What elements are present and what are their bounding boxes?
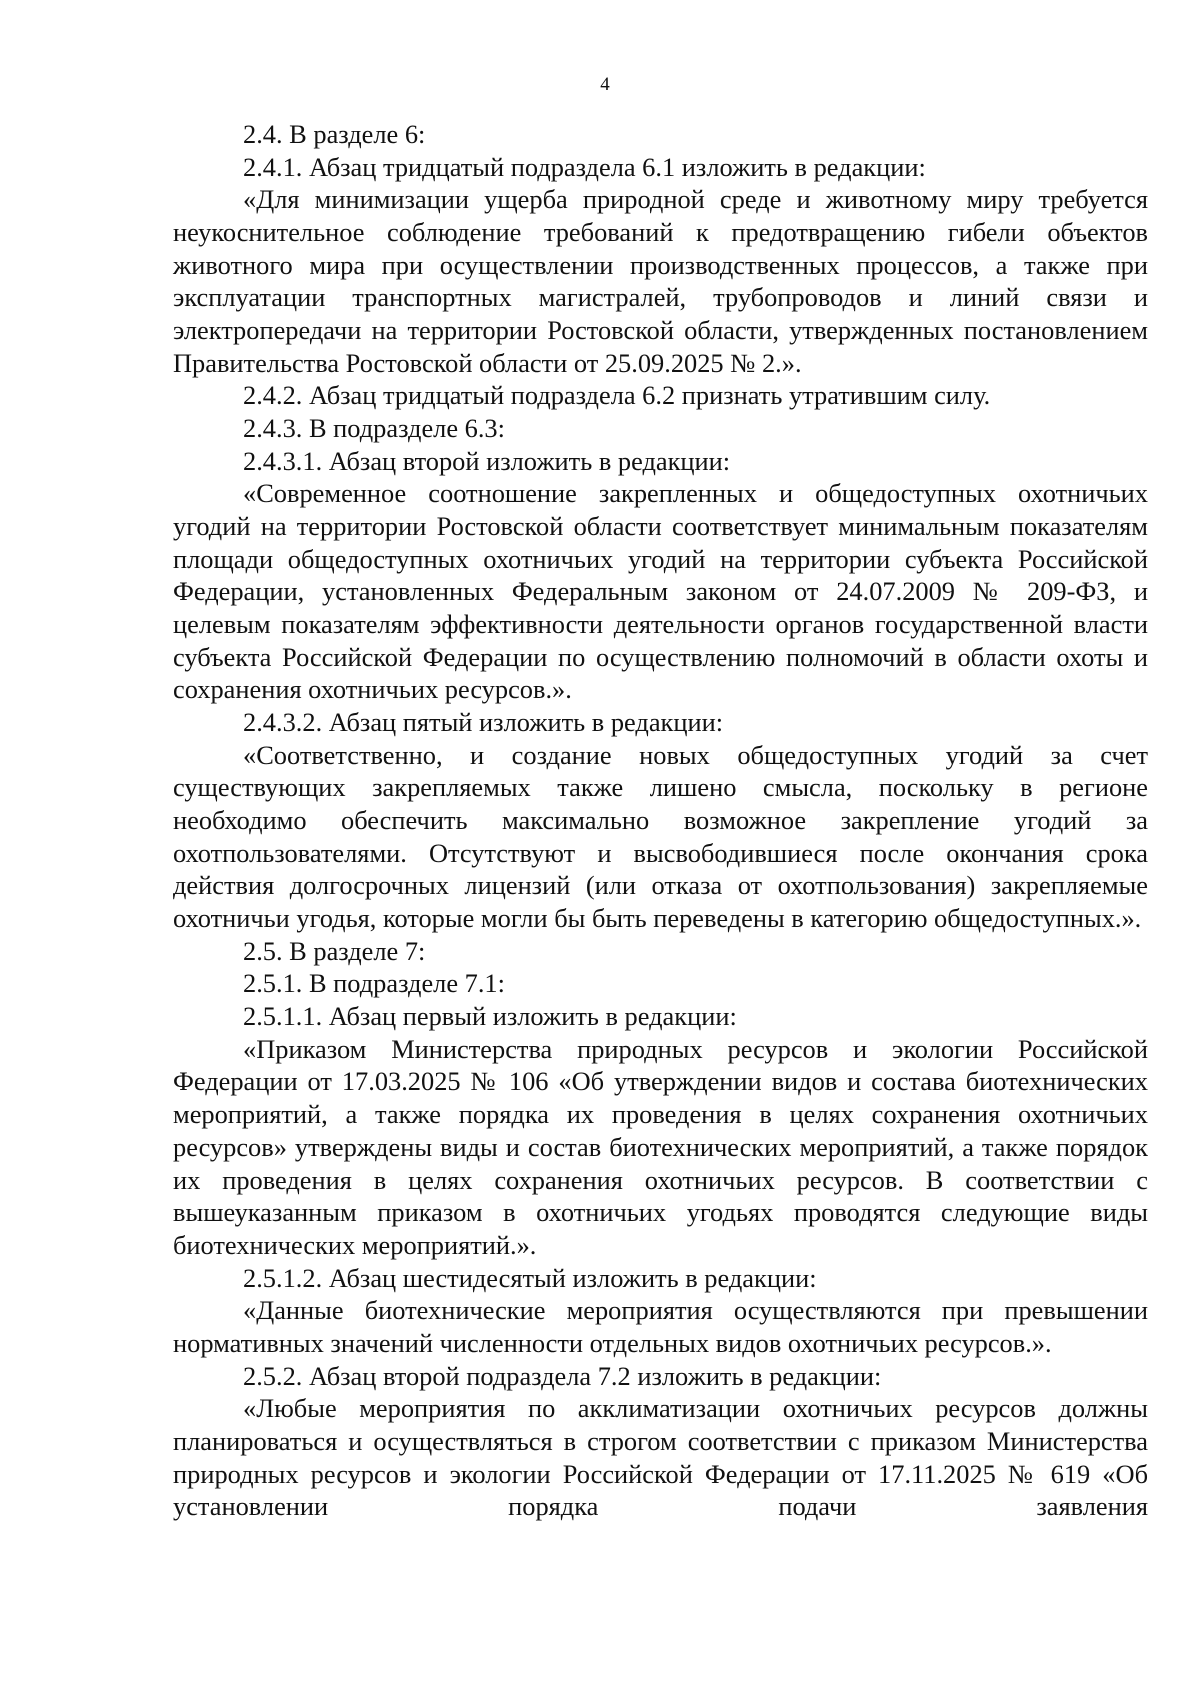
- paragraph-2-4-1: 2.4.1. Абзац тридцатый подраздела 6.1 изложить в редакции:: [243, 151, 926, 182]
- quote-paragraph-6-1: «Для минимизации ущерба природной среде и животному миру требуется неукоснительное соблюдение требований к предотвращению гибели объектов животного мира при осуществлении производственных процессов, а также при эксплуатации транспортных магистралей, трубопроводов и линий связи и электропередачи на территории Ростовской области, утвержденных постановлением Правительства Ростовской области от 25.09.2025 № 2.».: [173, 184, 1148, 378]
- quote-paragraph-6-3-second: «Современное соотношение закрепленных и общедоступных охотничьих угодий на территории Ростовской области соответствует минимальным показателям площади общедоступных охотничьих угодий на территории субъекта Российской Федерации, установленных Федеральным законом от 24.07.2009 № 209-ФЗ, и целевым показателям эффективности деятельности органов государственной власти субъекта Российской Федерации по осуществлению полномочий в области охоты и сохранения охотничьих ресурсов.».: [173, 478, 1148, 705]
- quote-paragraph-6-3-fifth: «Соответственно, и создание новых общедоступных угодий за счет существующих закрепляемых также лишено смысла, поскольку в регионе необходимо обеспечить максимально возможное закрепление угодий за охотпользователями. Отсутствуют и высвободившиеся после окончания срока действия долгосрочных лицензий (или отказа от охотпользования) закрепляемые охотничьи угодья, которые могли бы быть переведены в категорию общедоступных.».: [173, 739, 1148, 934]
- paragraph-2-5-1: 2.5.1. В подразделе 7.1:: [243, 968, 505, 999]
- paragraph-2-4-3: 2.4.3. В подразделе 6.3:: [243, 413, 505, 444]
- paragraph-2-4-3-1: 2.4.3.1. Абзац второй изложить в редакции:: [243, 445, 731, 476]
- quote-paragraph-7-1-sixtieth: «Данные биотехнические мероприятия осуществляются при превышении нормативных значений численности отдельных видов охотничьих ресурсов.».: [173, 1295, 1148, 1358]
- paragraph-2-5-1-1: 2.5.1.1. Абзац первый изложить в редакции:: [243, 1001, 737, 1032]
- quote-paragraph-7-1-first: «Приказом Министерства природных ресурсов и экологии Российской Федерации от 17.03.2025 № 106 «Об утверждении видов и состава биотехнических мероприятий, а также порядка их проведения в целях сохранения охотничьих ресурсов» утверждены виды и состав биотехнических мероприятий, а также порядок их проведения в целях сохранения охотничьих ресурсов. В соответствии с вышеуказанным приказом в охотничьих угодьях проводятся следующие виды биотехнических мероприятий.».: [173, 1033, 1148, 1260]
- document-body: [173, 118, 1148, 1523]
- quote-paragraph-7-2-second: «Любые мероприятия по акклиматизации охотничьих ресурсов должны планироваться и осуществляться в строгом соответствии с приказом Министерства природных ресурсов и экологии Российской Федерации от 17.11.2025 № 619 «Об установлении порядка подачи заявления: [173, 1393, 1148, 1522]
- paragraph-2-5-2: 2.5.2. Абзац второй подраздела 7.2 изложить в редакции:: [243, 1360, 882, 1391]
- paragraph-2-4-2: 2.4.2. Абзац тридцатый подраздела 6.2 признать утратившим силу.: [243, 380, 991, 411]
- page-number: 4: [600, 74, 610, 95]
- paragraph-2-4-3-2: 2.4.3.2. Абзац пятый изложить в редакции:: [243, 707, 724, 738]
- paragraph-section-2-4: 2.4. В разделе 6:: [243, 119, 426, 149]
- paragraph-2-5-1-2: 2.5.1.2. Абзац шестидесятый изложить в редакции:: [243, 1262, 817, 1293]
- paragraph-section-2-5: 2.5. В разделе 7:: [243, 935, 426, 966]
